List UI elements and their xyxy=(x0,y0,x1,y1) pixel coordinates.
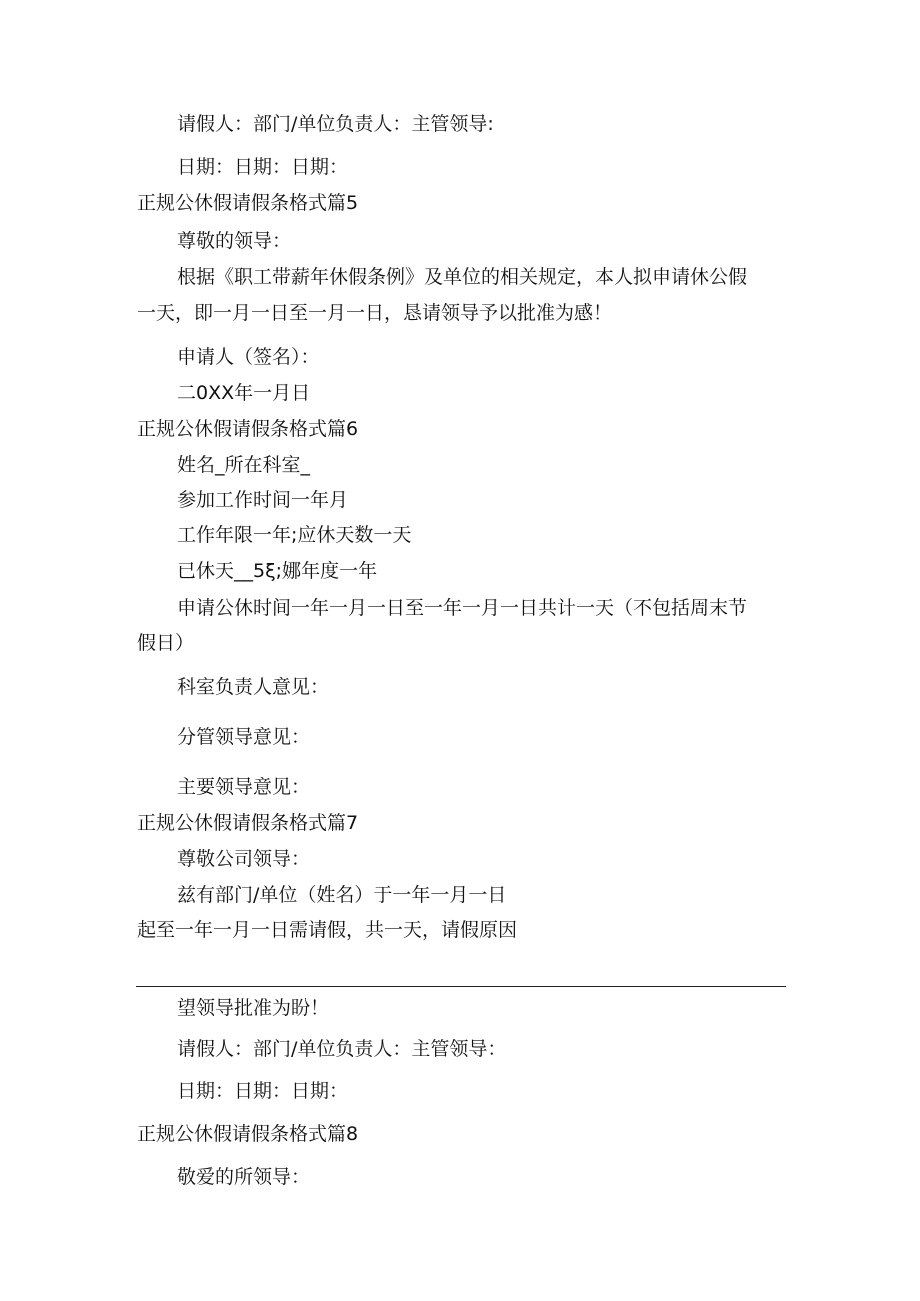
applicant-signature: 申请人（签名）： xyxy=(177,346,320,368)
body-paragraph-line-2: 一天，即一月一日至一月一日，恳请领导予以批准为感！ xyxy=(137,302,613,324)
work-start-field: 参加工作时间一年月 xyxy=(177,489,349,511)
section-heading-7: 正规公休假请假条格式篇7 xyxy=(137,812,359,834)
signature-date: 二0XX年一月日 xyxy=(177,382,311,404)
section-heading-8: 正规公休假请假条格式篇8 xyxy=(137,1123,359,1145)
applicant-signature-line: 请假人：部门/单位负责人：主管领导： xyxy=(177,1038,507,1060)
leave-period-line-2: 假日） xyxy=(137,632,195,654)
supervising-leader-opinion: 分管领导意见： xyxy=(177,726,311,748)
salutation: 尊敬的领导： xyxy=(177,230,292,252)
chief-leader-opinion: 主要领导意见： xyxy=(177,776,311,798)
reason-underline xyxy=(136,986,786,987)
work-years-field: 工作年限一年;应休天数一天 xyxy=(177,524,412,546)
body-paragraph-line-2: 起至一年一月一日需请假，共一天，请假原因 xyxy=(137,919,518,941)
name-department-field: 姓名_所在科室_ xyxy=(177,454,311,476)
request-approval-line: 望领导批准为盼！ xyxy=(177,997,330,1019)
salutation: 尊敬公司领导： xyxy=(177,848,311,870)
body-paragraph-line-1: 兹有部门/单位（姓名）于一年一月一日 xyxy=(177,884,507,906)
applicant-signature-line: 请假人：部门/单位负责人：主管领导: xyxy=(177,113,494,135)
section-heading-6: 正规公休假请假条格式篇6 xyxy=(137,418,359,440)
department-head-opinion: 科室负责人意见： xyxy=(177,676,330,698)
date-line: 日期：日期：日期： xyxy=(177,1080,349,1102)
section-heading-5: 正规公休假请假条格式篇5 xyxy=(137,192,359,214)
days-taken-field: 已休天__5ξ;娜年度一年 xyxy=(177,560,378,582)
leave-period-line-1: 申请公休时间一年一月一日至一年一月一日共计一天（不包括周末节 xyxy=(177,597,748,619)
salutation: 敬爱的所领导： xyxy=(177,1166,311,1188)
date-line: 日期：日期：日期： xyxy=(177,156,349,178)
body-paragraph-line-1: 根据《职工带薪年休假条例》及单位的相关规定，本人拟申请休公假 xyxy=(177,266,748,288)
